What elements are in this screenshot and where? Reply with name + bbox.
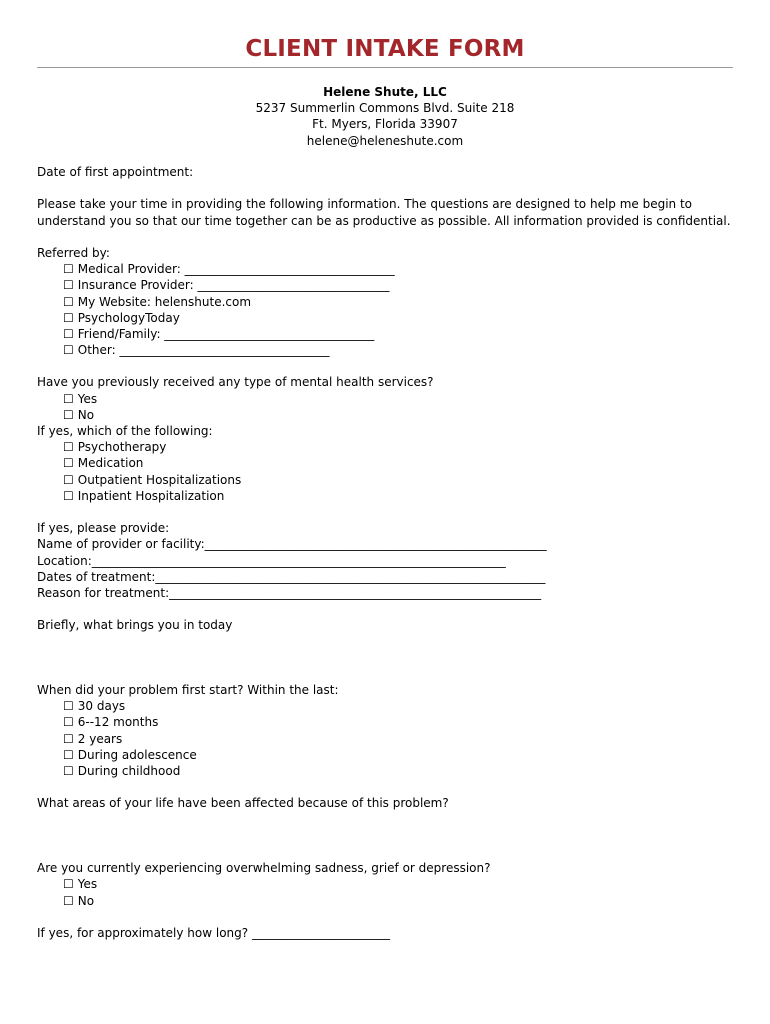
referred-option-insurance-provider[interactable]: ☐ Insurance Provider: ________________________________: [63, 278, 390, 293]
service-type-medication[interactable]: ☐ Medication: [63, 456, 144, 471]
areas-affected-answer-area[interactable]: [37, 812, 737, 861]
checkbox-icon[interactable]: ☐: [63, 262, 74, 277]
referred-option-friend-family[interactable]: ☐ Friend/Family: ___________________________________: [63, 326, 375, 341]
checkbox-icon[interactable]: ☐: [63, 294, 74, 309]
provide-details-label: If yes, please provide:: [37, 521, 170, 536]
areas-affected-question: What areas of your life have been affected because of this problem?: [37, 796, 449, 811]
checkbox-icon[interactable]: ☐: [63, 699, 74, 714]
problem-start-adolescence[interactable]: ☐ During adolescence: [63, 747, 197, 762]
service-type-inpatient[interactable]: ☐ Inpatient Hospitalization: [63, 488, 225, 503]
checkbox-icon[interactable]: ☐: [63, 877, 74, 892]
location-field[interactable]: Location:_____________________________________________________________________: [37, 553, 506, 568]
sadness-no[interactable]: ☐ No: [63, 893, 95, 908]
checkbox-icon[interactable]: ☐: [63, 764, 74, 778]
referred-option-website[interactable]: ☐ My Website: helenshute.com: [63, 294, 252, 309]
referred-option-medical-provider[interactable]: ☐ Medical Provider: ___________________________________: [63, 262, 395, 277]
problem-start-2-years[interactable]: ☐ 2 years: [63, 731, 123, 746]
service-type-outpatient[interactable]: ☐ Outpatient Hospitalizations: [63, 472, 242, 487]
checkbox-icon[interactable]: ☐: [63, 326, 74, 341]
referred-option-psychology-today[interactable]: ☐ PsychologyToday: [63, 310, 180, 325]
checkbox-icon[interactable]: ☐: [63, 731, 74, 746]
checkbox-icon[interactable]: ☐: [63, 310, 74, 325]
form-body: [37, 164, 737, 941]
prior-services-yes[interactable]: ☐ Yes: [63, 391, 98, 406]
practice-header: [0, 84, 770, 149]
checkbox-icon[interactable]: ☐: [63, 893, 74, 908]
date-first-appointment-label: Date of first appointment:: [37, 165, 194, 179]
company-name: Helene Shute, LLC: [323, 85, 447, 99]
checkbox-icon[interactable]: ☐: [63, 472, 74, 487]
treatment-dates-field[interactable]: Dates of treatment:_________________________________________________________________: [37, 569, 546, 584]
brings-you-in-question: Briefly, what brings you in today: [37, 618, 233, 633]
sadness-yes[interactable]: ☐ Yes: [63, 877, 98, 892]
prior-services-no[interactable]: ☐ No: [63, 407, 95, 422]
checkbox-icon[interactable]: ☐: [63, 440, 74, 455]
address-line-1: 5237 Summerlin Commons Blvd. Suite 218: [255, 101, 515, 116]
checkbox-icon[interactable]: ☐: [63, 343, 74, 358]
contact-email: helene@heleneshute.com: [306, 133, 464, 148]
intro-paragraph: Please take your time in providing the following information. The questions are designed to help me begin to understand you so that our time together can be as productive as possible. All information provided is confidential.: [37, 197, 731, 228]
checkbox-icon[interactable]: ☐: [63, 488, 74, 503]
prior-services-question: Have you previously received any type of mental health services?: [37, 375, 434, 390]
checkbox-icon[interactable]: ☐: [63, 278, 74, 293]
checkbox-icon[interactable]: ☐: [63, 456, 74, 471]
address-line-2: Ft. Myers, Florida 33907: [312, 117, 458, 132]
prior-services-followup-label: If yes, which of the following:: [37, 424, 213, 439]
form-title: CLIENT INTAKE FORM: [245, 36, 525, 62]
problem-start-question: When did your problem first start? Within the last:: [37, 683, 339, 698]
checkbox-icon[interactable]: ☐: [63, 407, 74, 422]
service-type-psychotherapy[interactable]: ☐ Psychotherapy: [63, 440, 167, 455]
problem-start-30-days[interactable]: ☐ 30 days: [63, 699, 126, 714]
sadness-duration-field[interactable]: If yes, for approximately how long? _______________________: [37, 925, 390, 940]
checkbox-icon[interactable]: ☐: [63, 391, 74, 406]
checkbox-icon[interactable]: ☐: [63, 715, 74, 730]
sadness-question: Are you currently experiencing overwhelming sadness, grief or depression?: [37, 861, 491, 876]
referred-option-other[interactable]: ☐ Other: ___________________________________: [63, 343, 330, 358]
brings-you-in-answer-area[interactable]: [37, 633, 737, 682]
problem-start-childhood[interactable]: ☐ During childhood: [63, 764, 181, 778]
referred-by-label: Referred by:: [37, 245, 110, 260]
treatment-reason-field[interactable]: Reason for treatment:______________________________________________________________: [37, 585, 542, 600]
title-divider: [37, 67, 733, 68]
checkbox-icon[interactable]: ☐: [63, 747, 74, 762]
provider-name-field[interactable]: Name of provider or facility:_________________________________________________________: [37, 537, 547, 552]
problem-start-6-12-months[interactable]: ☐ 6--12 months: [63, 715, 159, 730]
